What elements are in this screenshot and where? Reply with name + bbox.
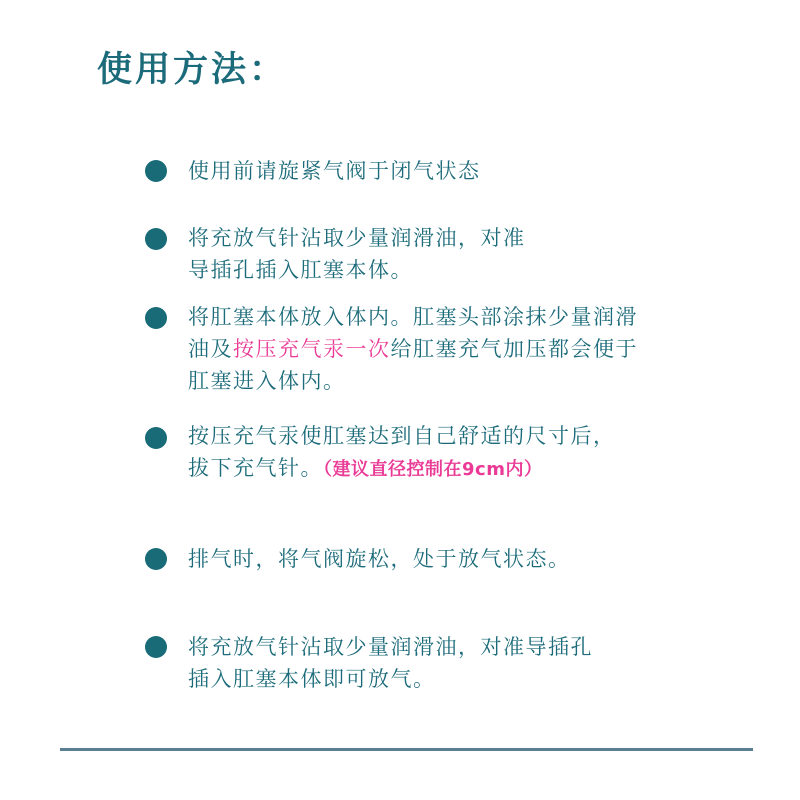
instruction-line: 按压充气汞使肛塞达到自己舒适的尺寸后， <box>188 424 616 448</box>
bullet-icon <box>145 548 167 570</box>
instruction-line: 将肛塞本体放入体内。肛塞头部涂抹少量润滑 <box>188 305 638 329</box>
bullet-icon <box>145 228 167 250</box>
instruction-line: 使用前请旋紧气阀于闭气状态 <box>188 159 481 183</box>
bullet-icon <box>145 636 167 658</box>
instruction-segment: 拔下充气针。 <box>188 456 323 480</box>
instruction-text-1 <box>188 155 481 187</box>
instruction-segment: 给肛塞充气加压都会便于 <box>390 337 638 361</box>
highlight-text: 按压充气汞一次 <box>233 337 391 361</box>
instruction-line: 将充放气针沾取少量润滑油，对准导插孔 <box>188 635 593 659</box>
instruction-line: 将充放气针沾取少量润滑油，对准 <box>188 226 526 250</box>
diameter-note: （建议直径控制在9cm内） <box>323 459 543 480</box>
instruction-line: 插入肛塞本体即可放气。 <box>188 667 436 691</box>
instruction-text-3 <box>188 301 638 397</box>
instruction-line: 肛塞进入体内。 <box>188 369 346 393</box>
instruction-text-2 <box>188 222 526 286</box>
bottom-divider <box>60 748 753 751</box>
bullet-icon <box>145 307 167 329</box>
instruction-line: 导插孔插入肛塞本体。 <box>188 258 413 282</box>
instruction-text-4 <box>188 420 616 486</box>
instruction-line <box>188 452 616 486</box>
instruction-text-6 <box>188 631 593 695</box>
bullet-icon <box>145 427 167 449</box>
instruction-line <box>188 333 638 365</box>
instruction-line: 排气时，将气阀旋松，处于放气状态。 <box>188 547 571 571</box>
page-title: 使用方法： <box>97 50 288 90</box>
instruction-segment: 油及 <box>188 337 233 361</box>
instruction-text-5 <box>188 543 571 575</box>
bullet-icon <box>145 160 167 182</box>
